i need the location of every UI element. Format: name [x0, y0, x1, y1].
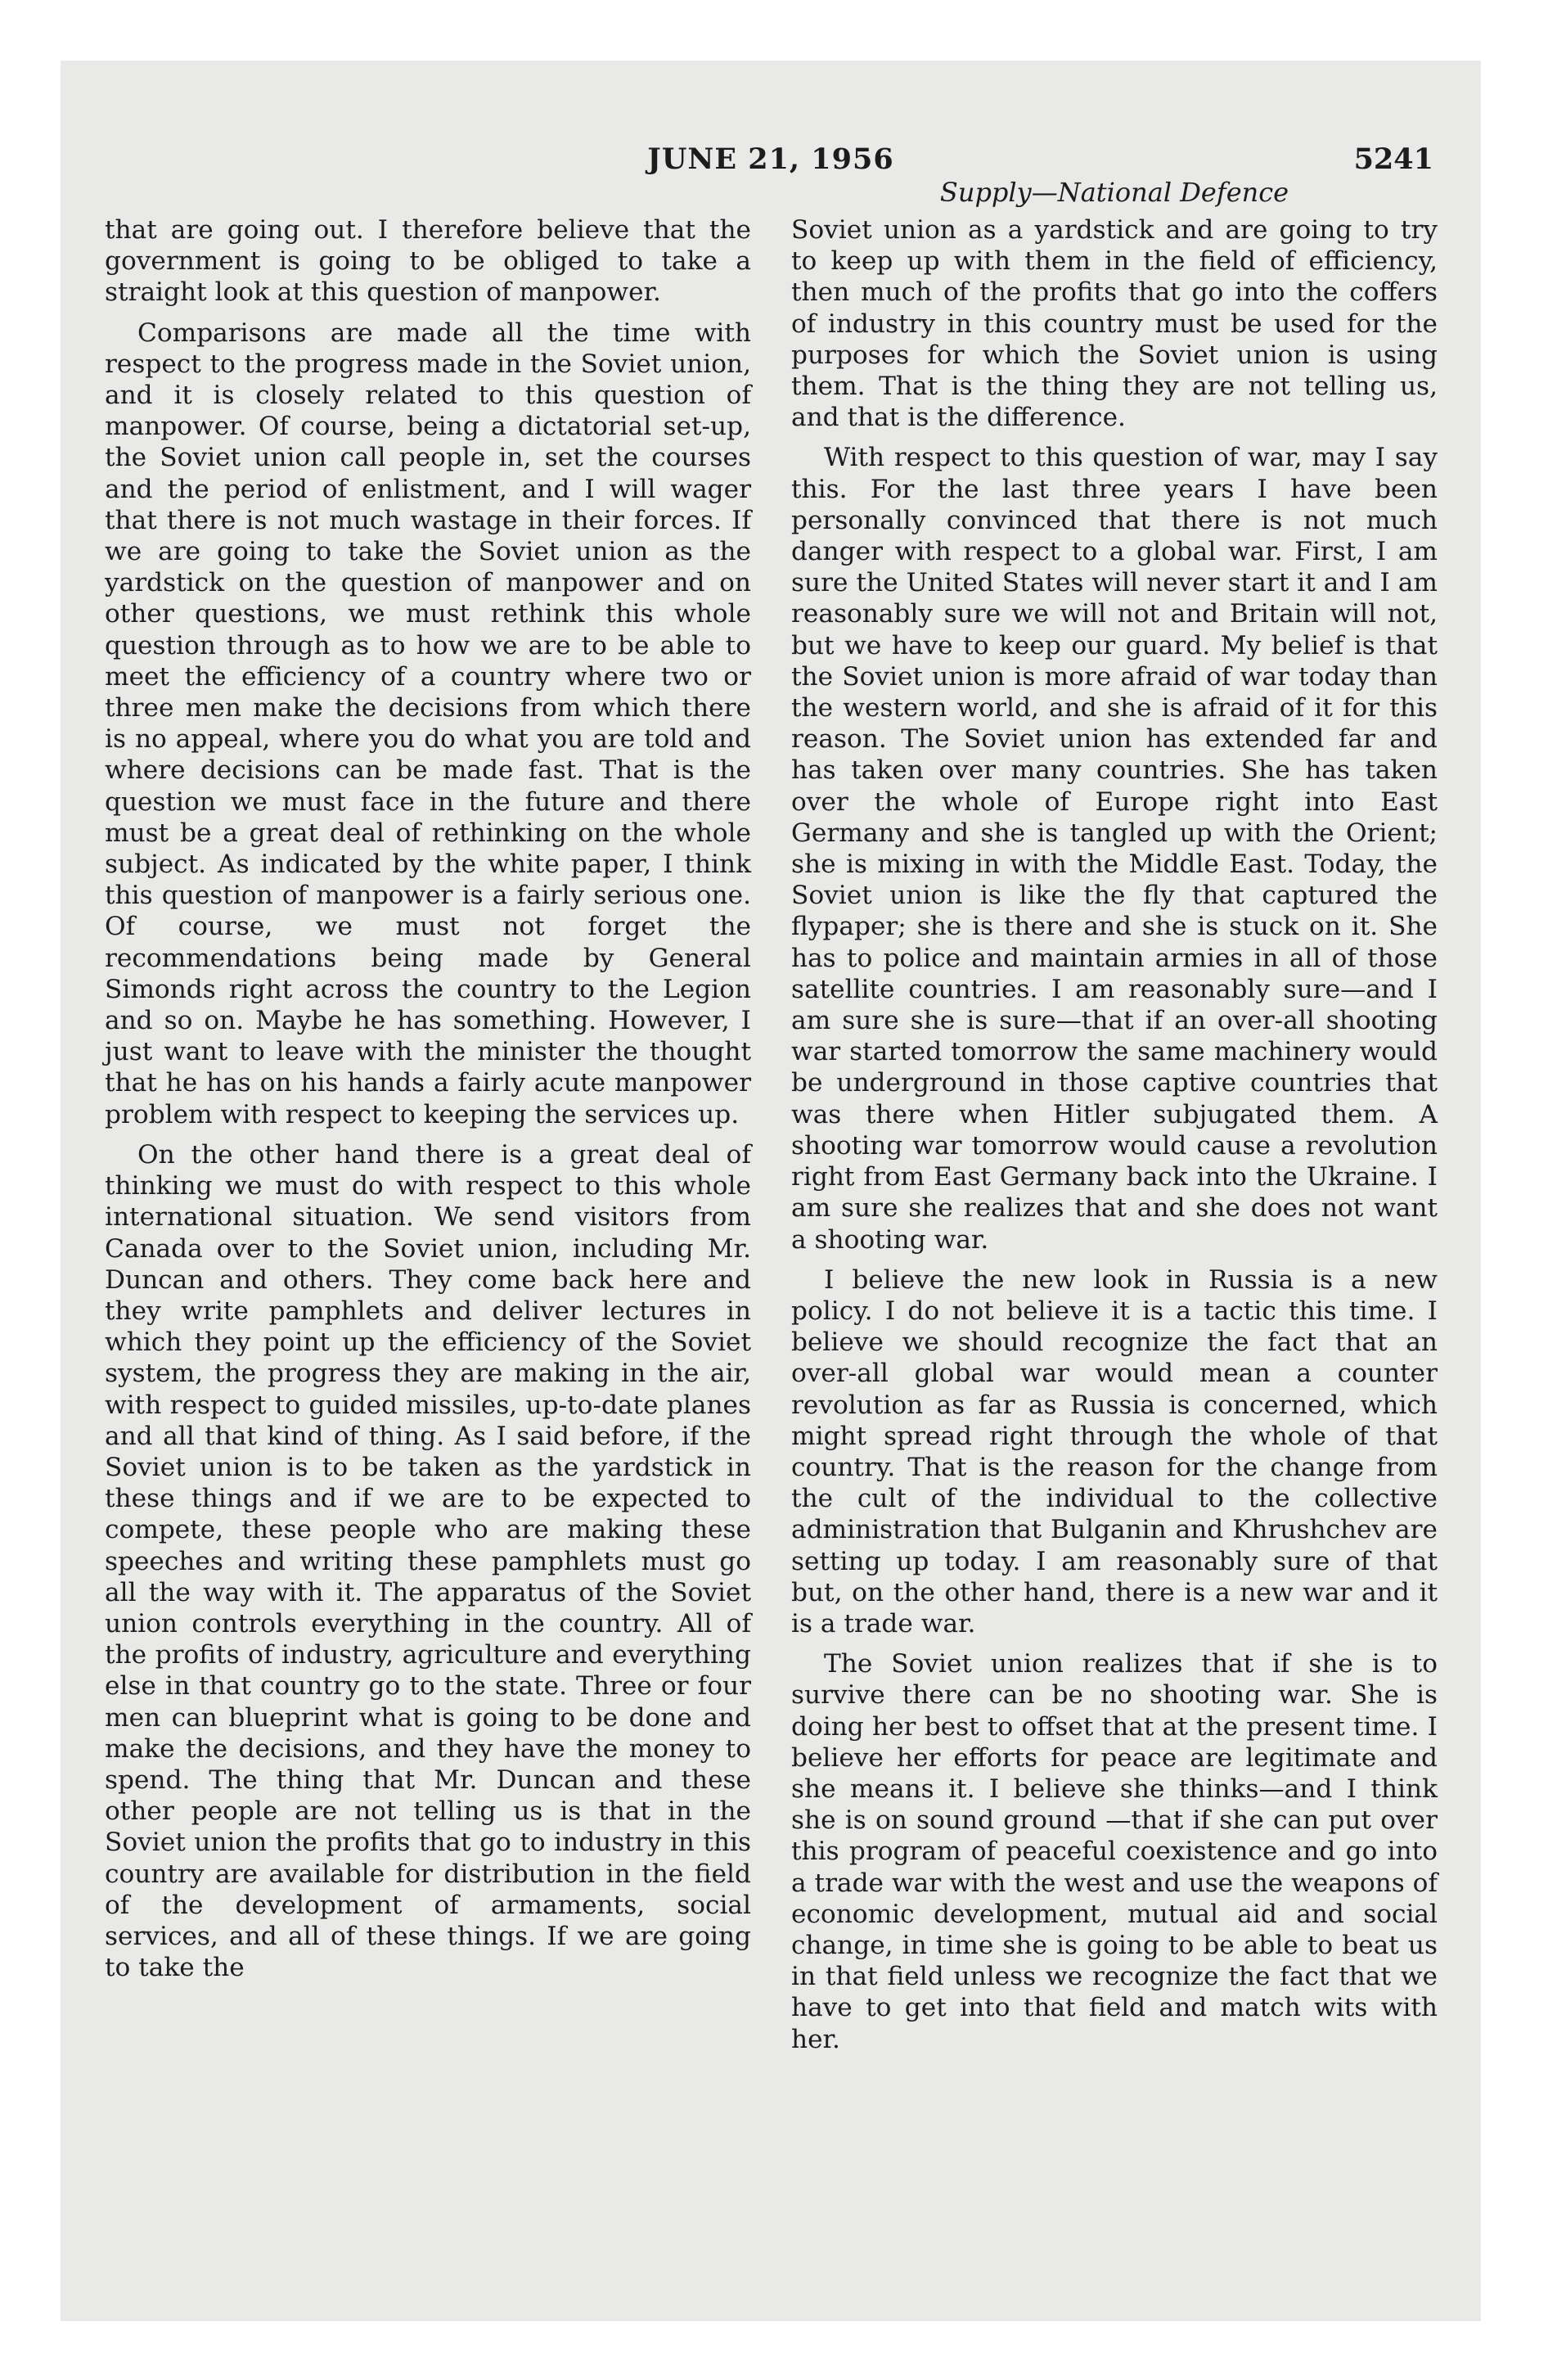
left-column: [105, 214, 751, 1992]
paragraph: With respect to this question of war, may I say this. For the last three years I have been personally convinced that there is not much danger with respect to a global war. First, I am sure the United States will never start it and I am reasonably sure we will not and Britain will not, but we have to keep our guard. My belief is that the Soviet union is more afraid of war today than the western world, and she is afraid of it for this reason. The Soviet union has extended far and has taken over many countries. She has taken over the whole of Europe right into East Germany and she is tangled up with the Orient; she is mixing in with the Middle East. Today, the Soviet union is like the fly that captured the flypaper; she is there and she is stuck on it. She has to police and maintain armies in all of those satellite countries. I am reasonably sure—and I am sure she is sure—that if an over-all shooting war started tomorrow the same machinery would be underground in those captive countries that was there when Hitler subjugated them. A shooting war tomorrow would cause a revolution right from East Germany back into the Ukraine. I am sure she realizes that and she does not want a shooting war.: [791, 443, 1438, 1255]
paragraph: I believe the new look in Russia is a new policy. I do not believe it is a tactic this time. I believe we should recognize the fact that an over-all global war would mean a counter revolution as far as Russia is concerned, which might spread right through the whole of that country. That is the reason for the change from the cult of the individual to the collective administration that Bulganin and Khrushchev are setting up today. I am reasonably sure of that but, on the other hand, there is a new war and it is a trade war.: [791, 1264, 1438, 1639]
page-date: JUNE 21, 1956: [647, 142, 894, 176]
paragraph: The Soviet union realizes that if she is to survive there can be no shooting war. She is doing her best to offset that at the present time. I believe her efforts for peace are legitimate and she means it. I believe she thinks—and I think she is on sound ground —that if she can put over this program of peaceful coexistence and go into a trade war with the west and use the weapons of economic development, mutual aid and social change, in time she is going to be able to beat us in that field unless we recognize the fact that we have to get into that field and match wits with her.: [791, 1649, 1438, 2054]
paragraph: On the other hand there is a great deal of thinking we must do with respect to this whole international situation. We send visitors from Canada over to the Soviet union, including Mr. Duncan and others. They come back here and they write pamphlets and deliver lectures in which they point up the efficiency of the Soviet system, the progress they are making in the air, with respect to guided missiles, up-to-date planes and all that kind of thing. As I said before, if the Soviet union is to be taken as the yardstick in these things and if we are to be expected to compete, these people who are making these speeches and writing these pamphlets must go all the way with it. The apparatus of the Soviet union controls everything in the country. All of the profits of industry, agriculture and everything else in that country go to the state. Three or four men can blueprint what is going to be done and make the decisions, and they have the money to spend. The thing that Mr. Duncan and these other people are not telling us is that in the Soviet union the profits that go to industry in this country are available for distribution in the field of the development of armaments, social services, and all of these things. If we are going to take the: [105, 1139, 751, 1983]
paragraph: that are going out. I therefore believe that the government is going to be obliged to take a straight look at this question of manpower.: [105, 215, 751, 308]
page-scan: [61, 61, 1481, 2321]
page-number: 5241: [1353, 142, 1433, 176]
paragraph: Comparisons are made all the time with respect to the progress made in the Soviet union, and it is closely related to this question of manpower. Of course, being a dictatorial set-up, the Soviet union call people in, set the courses and the period of enlistment, and I will wager that there is not much wastage in their forces. If we are going to take the Soviet union as the yardstick on the question of manpower and on other questions, we must rethink this whole question through as to how we are to be able to meet the efficiency of a country where two or three men make the decisions from which there is no appeal, where you do what you are told and where decisions can be made fast. That is the question we must face in the future and there must be a great deal of rethinking on the whole subject. As indicated by the white paper, I think this question of manpower is a fairly serious one. Of course, we must not forget the recommendations being made by General Simonds right across the country to the Legion and so on. Maybe he has something. However, I just want to leave with the minister the thought that he has on his hands a fairly acute manpower problem with respect to keeping the services up.: [105, 318, 751, 1129]
section-subject: Supply—National Defence: [939, 177, 1289, 208]
right-column: [791, 214, 1438, 2064]
paragraph: Soviet union as a yardstick and are going to try to keep up with them in the field of efficiency, then much of the profits that go into the coffers of industry in this country must be used for the purposes for which the Soviet union is using them. That is the thing they are not telling us, and that is the difference.: [791, 215, 1438, 433]
